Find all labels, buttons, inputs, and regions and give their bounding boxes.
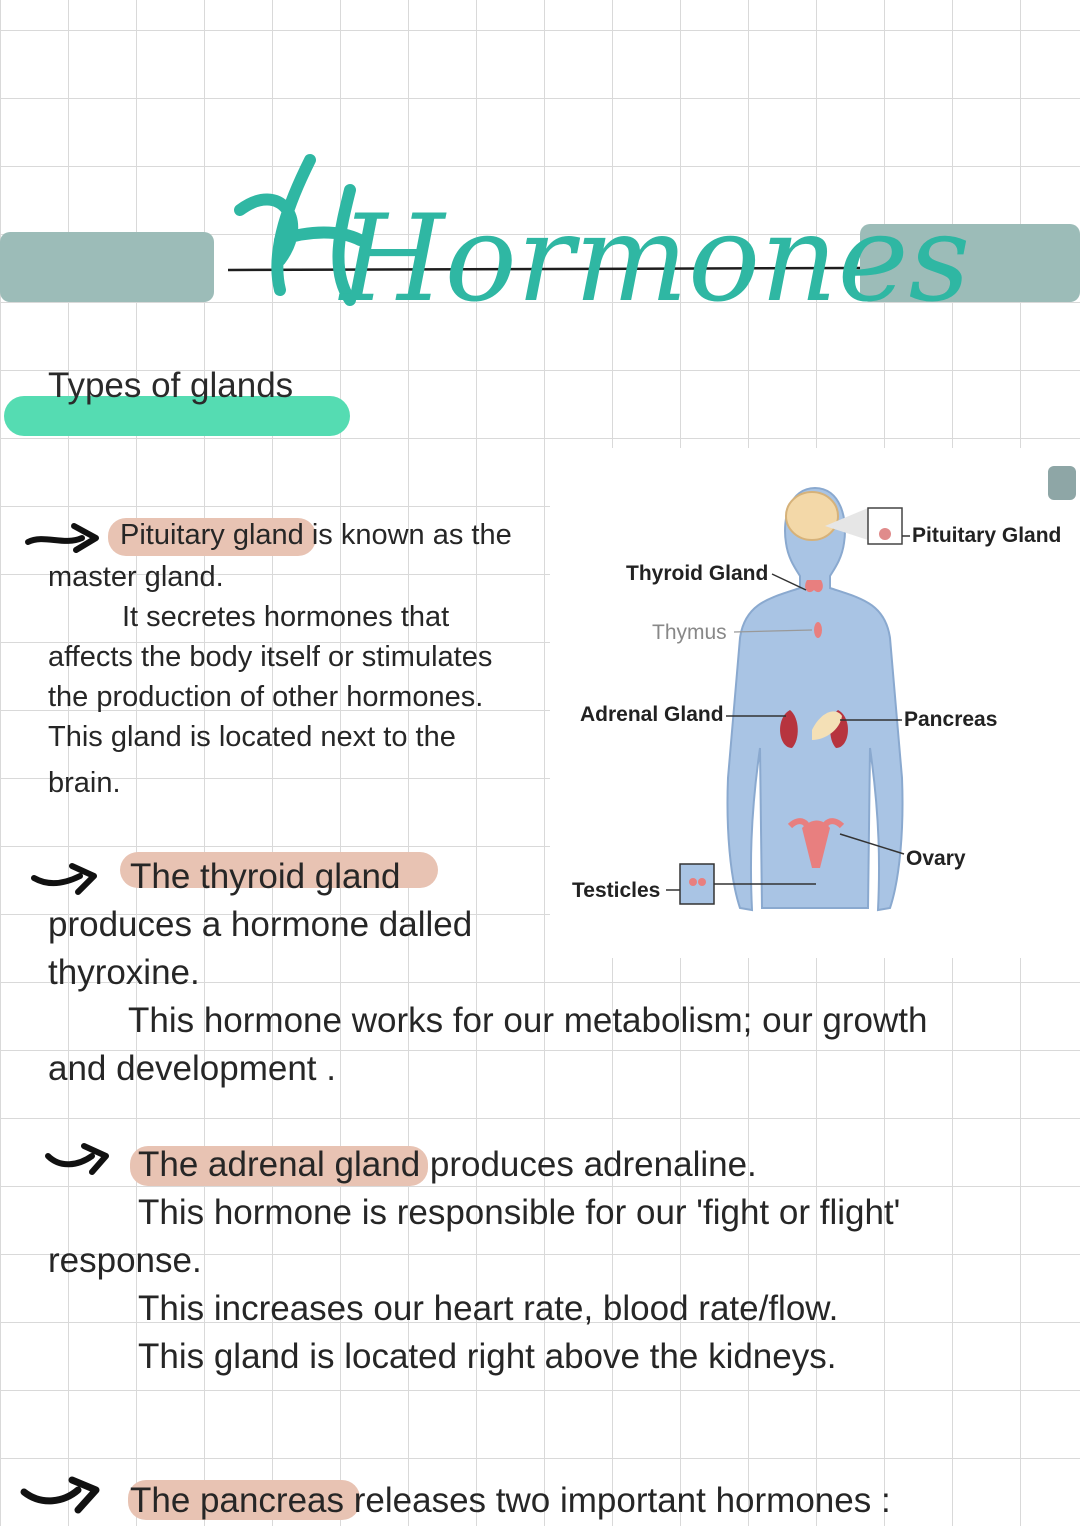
arrow-icon: [44, 1142, 116, 1178]
adrenal-line-3: response.: [48, 1241, 202, 1280]
pancreas-line-1-rest: releases two important hormones :: [344, 1481, 891, 1520]
title-band-left: [0, 232, 214, 302]
adrenal-line-1-rest: produces adrenaline.: [420, 1145, 757, 1184]
pancreas-term: The pancreas: [130, 1481, 345, 1520]
pituitary-line-6: This gland is located next to the: [48, 721, 456, 753]
label-pancreas: Pancreas: [904, 708, 998, 731]
arrow-icon: [24, 520, 104, 556]
page-title: [220, 140, 971, 329]
thyroid-term: The thyroid gland: [130, 857, 401, 896]
label-thyroid: Thyroid Gland: [626, 562, 769, 585]
pituitary-line-2: master gland.: [48, 561, 224, 593]
pituitary-line-1-rest: is known as the: [303, 519, 512, 551]
title-text: Hormones: [340, 190, 971, 329]
pituitary-line-5: the production of other hormones.: [48, 681, 484, 713]
pituitary-line-7: brain.: [48, 767, 121, 799]
thyroid-line-3: thyroxine.: [48, 953, 200, 992]
label-pituitary: Pituitary Gland: [912, 524, 1062, 547]
adrenal-term: The adrenal gland: [138, 1145, 421, 1184]
label-adrenal: Adrenal Gland: [580, 703, 724, 726]
pituitary-line-1: [120, 515, 512, 555]
label-testicles: Testicles: [572, 879, 661, 902]
subheading: Types of glands: [48, 366, 294, 405]
label-thymus: Thymus: [652, 621, 727, 644]
thyroid-line-4: This hormone works for our metabolism; our growth: [128, 1001, 928, 1040]
arrow-icon: [20, 1476, 104, 1516]
title-lettering: [220, 140, 971, 329]
pituitary-line-4: affects the body itself or stimulates: [48, 641, 493, 673]
adrenal-line-4: This increases our heart rate, blood rate/flow.: [138, 1289, 839, 1328]
adrenal-line-2: This hormone is responsible for our 'fight or flight': [138, 1193, 901, 1232]
scroll-handle[interactable]: [1048, 466, 1076, 500]
thyroid-line-2: produces a hormone dalled: [48, 905, 473, 944]
endocrine-diagram: [550, 448, 1080, 958]
adrenal-line-1: [138, 1141, 757, 1189]
pituitary-line-3: It secretes hormones that: [122, 601, 450, 633]
thyroid-line-5: and development .: [48, 1049, 336, 1088]
label-ovary: Ovary: [906, 847, 966, 870]
pituitary-term: Pituitary gland: [120, 519, 304, 551]
pancreas-line-1: [130, 1477, 891, 1525]
adrenal-line-5: This gland is located right above the kidneys.: [138, 1337, 837, 1376]
arrow-icon: [30, 862, 102, 898]
